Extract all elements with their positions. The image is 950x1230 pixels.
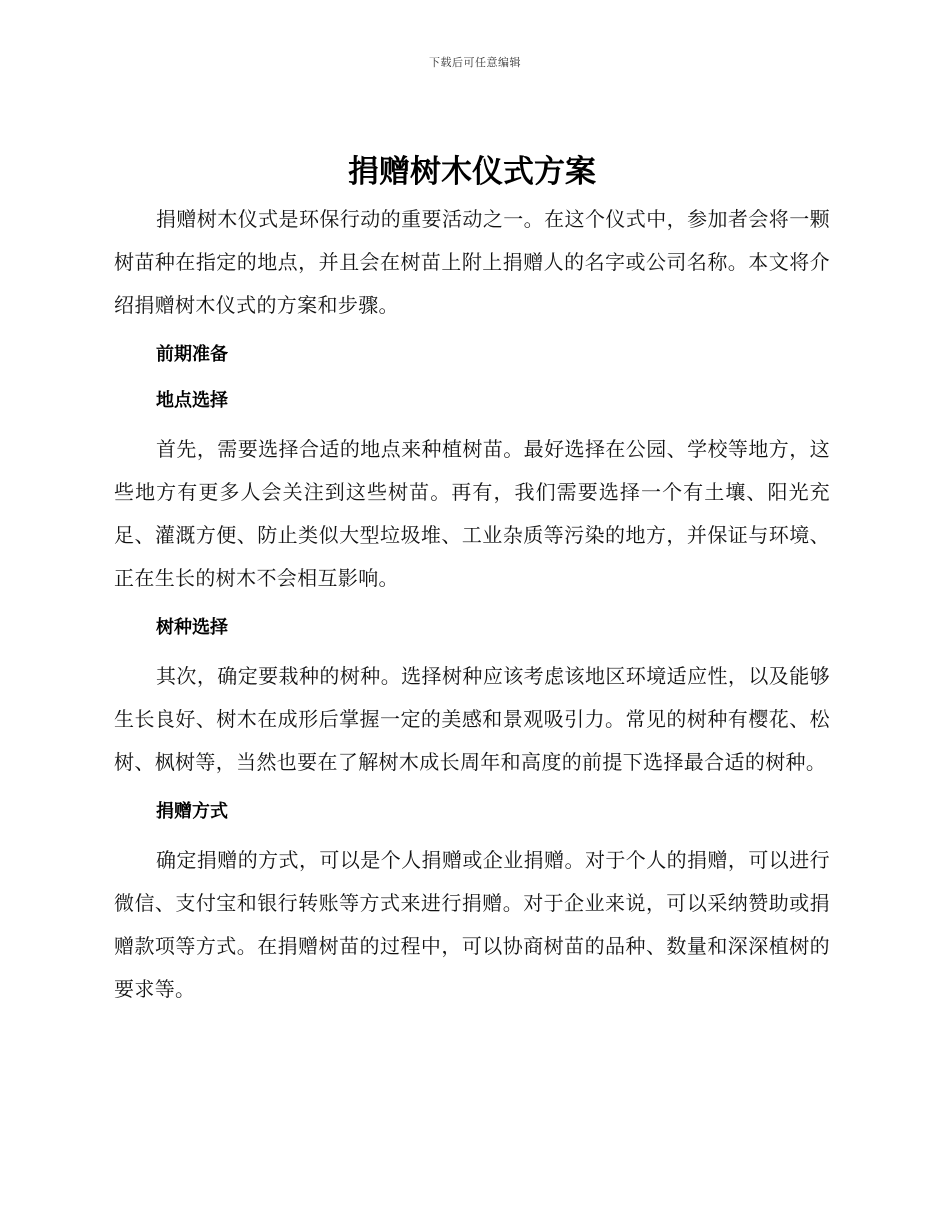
intro-paragraph: 捐赠树木仪式是环保行动的重要活动之一。在这个仪式中，参加者会将一颗树苗种在指定的地点，并且会在树苗上附上捐赠人的名字或公司名称。本文将介绍捐赠树木仪式的方案和步骤。 xyxy=(114,207,830,317)
document-title: 捐赠树木仪式方案 xyxy=(348,154,596,190)
document-body xyxy=(114,148,830,1011)
species-paragraph: 其次，确定要栽种的树种。选择树种应该考虑该地区环境适应性，以及能够生长良好、树木在成形后掌握一定的美感和景观吸引力。常见的树种有樱花、松树、枫树等，当然也要在了解树木成长周年和高度的前提下选择最合适的树种。 xyxy=(114,664,830,774)
location-paragraph: 首先，需要选择合适的地点来种植树苗。最好选择在公园、学校等地方，这些地方有更多人会关注到这些树苗。再有，我们需要选择一个有土壤、阳光充足、灌溉方便、防止类似大型垃圾堆、工业杂质等污染的地方，并保证与环境、正在生长的树木不会相互影响。 xyxy=(114,437,830,590)
donation-paragraph: 确定捐赠的方式，可以是个人捐赠或企业捐赠。对于个人的捐赠，可以进行微信、支付宝和银行转账等方式来进行捐赠。对于企业来说，可以采纳赞助或捐赠款项等方式。在捐赠树苗的过程中，可以协商树苗的品种、数量和深深植树的要求等。 xyxy=(114,848,830,1001)
section-heading-preparation: 前期准备 xyxy=(156,344,228,365)
section-heading-species: 树种选择 xyxy=(156,617,228,638)
section-heading-donation: 捐赠方式 xyxy=(156,801,228,822)
section-heading-location: 地点选择 xyxy=(156,390,228,411)
header-note: 下载后可任意编辑 xyxy=(429,56,521,69)
